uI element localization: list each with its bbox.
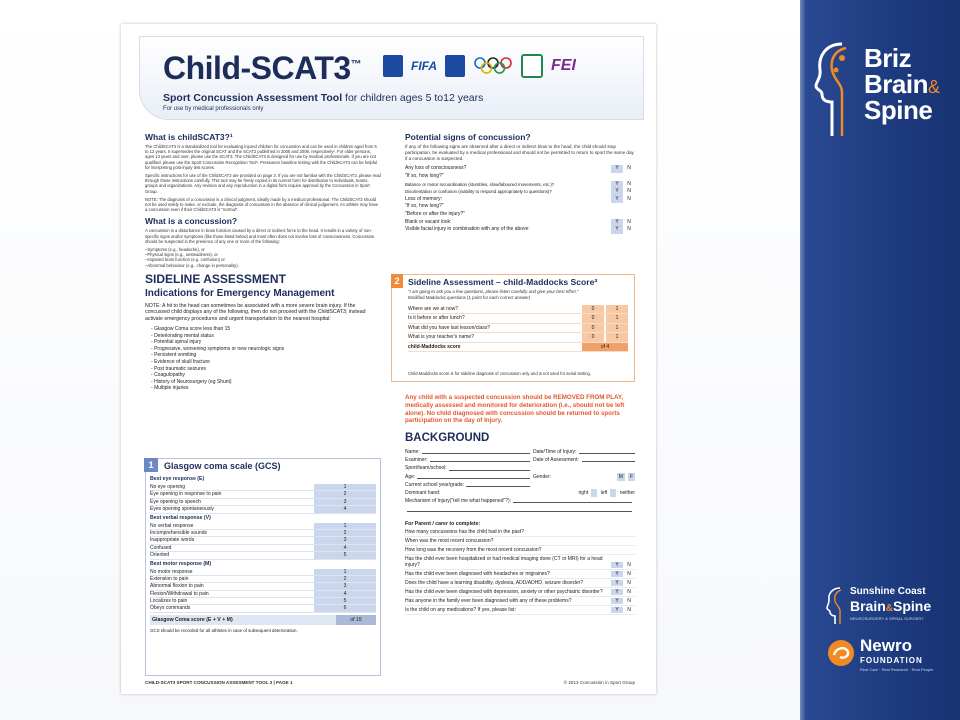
fei-logo: FEI (551, 57, 576, 74)
olympic-rings-icon (473, 55, 513, 77)
newro-tagline: Real Care · Real Research · Real People (860, 667, 934, 672)
what-heading: What is childSCAT3?¹ (145, 132, 233, 142)
gcs-footnote: GCS should be recorded for all athletes in case of subsequent deterioration. (150, 627, 298, 633)
sunshine-head-icon (826, 586, 846, 626)
for-use-note: For use by medical professionals only (163, 106, 264, 112)
gcs-row: Eye opening in response to pain 2 (150, 491, 376, 498)
sign-row: Balance or motor incoordination (stumbles, slow/laboured movements, etc.)? Y N (405, 180, 631, 187)
newro-word: Newro (860, 636, 912, 655)
gcs-section-number: 1 (144, 458, 158, 472)
history-question: Has the child ever been diagnosed with depression, anxiety or other psychiatric disorder? Y N (405, 588, 635, 597)
hand-right-box (591, 489, 596, 497)
gcs-row: Obeys commands 6 (150, 605, 376, 612)
sponsor-logo-ihf-icon (445, 55, 465, 77)
gcs-row: Oriented 5 (150, 552, 376, 559)
sign-row: Loss of memory: Y N (405, 195, 631, 202)
sunshine-tagline: NEUROSURGERY & SPINAL SURGERY (850, 616, 924, 621)
sunshine-line-2: Brain&Spine (850, 598, 932, 614)
removal-warning: Any child with a suspected concussion should be REMOVED FROM PLAY, medically assessed and monitored for deterioration (i.e., should not be left alone). No child diagnosed with concussion should be returned to sports participation on the day of Injury. (405, 394, 625, 425)
hand-left-box (610, 489, 615, 497)
examiner-field[interactable] (430, 456, 530, 462)
concussion-paragraph: A concussion is a disturbance in brain function caused by a direct or indirect force to the head. It results in a variety of non-specific signs and/or symptoms (like those listed below) and most often does not involve loss of consciousness. Concussion should be suspected in the presence of any one or more of the following: (145, 228, 375, 244)
newro-foundation-logo (822, 634, 954, 682)
gcs-row: Eye opening to speech 3 (150, 499, 376, 506)
concussion-item: –Symptoms (e.g., headache), or (145, 247, 205, 253)
maddocks-section (391, 274, 635, 382)
history-question: When was the most recent concussion? (405, 537, 635, 546)
form-row: Examiner: Date of Assessment: (405, 456, 635, 464)
what-paragraph-2: Specific instructions for use of the ChildSCAT3 are provided on page 3. If you are not familiar with the ChildSCAT3, please read through these instructions carefully. This tool may be freely copied in its current form for distribution to individuals, teams, groups and organizations. Any revision and any reproduction in a digital form require approval by the Concussion in Sport Group. (145, 173, 381, 194)
sideline-note: NOTE: A hit to the head can sometimes be associated with a more severe brain injury. If the concussed child displays any of the following, then do not proceed with the ChildSCAT3; instead activate emergency procedures and urgent transportation to the nearest hospital: (145, 302, 366, 322)
form-row: Dominant hand: right left neither (405, 489, 635, 496)
concussion-item: –Impaired brain function (e.g. confusion) or (145, 257, 225, 263)
school-year-field[interactable] (466, 481, 530, 487)
hand-left-option[interactable]: left (600, 489, 608, 496)
sign-row: Visible facial injury in combination with any of the above: Y N (405, 226, 631, 233)
history-question: Is the child on any medications? If yes, please list: Y N (405, 606, 635, 615)
emergency-list (145, 326, 381, 392)
briz-word-1: Briz (864, 43, 912, 73)
background-heading: BACKGROUND (405, 432, 490, 444)
document-page (121, 24, 656, 694)
assessment-date-field[interactable] (582, 456, 635, 462)
gcs-verbal-heading: Best verbal response (V) (150, 514, 211, 521)
sponsor-logos (383, 54, 576, 78)
concussion-text (145, 228, 381, 267)
gcs-row: Incomprehensible sounds 2 (150, 530, 376, 537)
what-paragraph-1: The ChildSCAT3 is a standardized tool for evaluating injured children for concussion and can be used in children aged from 5 to 12 years. It supersedes the original SCAT and the SCAT2 published in 2005 and 2009, respectively². For older persons, ages 13 years and over, please use the SCAT3. The ChildSCAT3 is designed for use by medical professionals. If you are not qualified, please use the Sport Concussion Recognition Tool¹. Preseason baseline testing with the ChildSCAT3 can be helpful for interpreting post-injury test scores. (145, 144, 378, 170)
sponsor-logo-irb-icon (521, 54, 543, 78)
age-field[interactable] (417, 473, 530, 479)
maddocks-row: What did you have last lesson/class? 0 1 (408, 324, 628, 333)
gcs-motor-heading: Best motor response (M) (150, 560, 212, 567)
sport-team-field[interactable] (449, 464, 530, 470)
gcs-eye-heading: Best eye response (E) (150, 476, 205, 482)
gcs-row: No verbal response 1 (150, 523, 376, 530)
sideline-heading: SIDELINE ASSESSMENT (145, 271, 286, 286)
maddocks-section-number: 2 (391, 274, 403, 288)
document-subtitle: Sport Concussion Assessment Tool for children ages 5 to12 years (163, 92, 484, 104)
form-row: Current school year/grade: (405, 481, 635, 489)
sign-row: Any loss of consciousness? Y N (405, 165, 631, 172)
footer-copyright: © 2013 Concussion in Sport Group (563, 680, 635, 685)
right-column (394, 132, 635, 613)
background-form (405, 448, 635, 615)
form-row: Name: Date/Time of Injury: (405, 448, 635, 456)
sign-row: Disorientation or confusion (inability to respond appropriately to questions)? Y N (405, 188, 631, 195)
maddocks-footnote: Child-Maddocks score is for sideline diagnosis of concussion only and is not used for serial testing. (408, 371, 591, 376)
maddocks-title: Sideline Assessment – child-Maddocks Score³ (408, 277, 598, 287)
maddocks-subtitle: Modified Maddocks questions (1 point for each correct answer) (408, 295, 531, 300)
document-header (121, 24, 656, 124)
name-field[interactable] (422, 448, 530, 454)
history-question: How long was the recovery from the most recent concussion? (405, 546, 635, 555)
maddocks-row: What is your teacher's name? 0 1 (408, 333, 628, 342)
sign-row: "Before or after the injury?" (405, 210, 465, 217)
gender-f-checkbox[interactable]: F (629, 473, 633, 480)
gcs-table (150, 475, 376, 633)
emergency-item: - Post traumatic seizures (151, 365, 207, 372)
fifa-logo: FIFA (411, 59, 437, 73)
potential-signs-heading: Potential signs of concussion? (405, 132, 531, 142)
gcs-row: Abnormal flexion to pain 3 (150, 583, 376, 590)
injury-datetime-field[interactable] (579, 448, 635, 454)
parent-heading: For Parent / carer to complete: (405, 520, 481, 527)
maddocks-table (408, 305, 628, 352)
gcs-title: Glasgow coma scale (GCS) (164, 461, 281, 471)
gcs-section (145, 458, 381, 676)
left-column (145, 132, 381, 633)
form-row: Mechanism of Injury("tell me what happened"?): (405, 497, 635, 505)
indications-heading: Indications for Emergency Management (145, 287, 335, 299)
form-row: Age: Gender: M F (405, 473, 633, 480)
document-title: Child-SCAT3™ (163, 50, 362, 86)
emergency-item: - Progressive, worsening symptoms or new neurologic signs (151, 345, 285, 352)
emergency-item: - Multiple injuries (151, 385, 189, 392)
foundation-word: FOUNDATION (860, 656, 923, 665)
potential-signs-table (405, 165, 635, 233)
form-row (405, 505, 635, 513)
sign-row: "If so, how long?" (405, 203, 444, 210)
emergency-item: - Deteriorating mental status (151, 332, 214, 339)
mechanism-field-extra[interactable] (407, 505, 632, 511)
gcs-total-row: Glasgow Coma score (E + V + M) of 15 (150, 615, 376, 625)
document-footer (145, 680, 635, 685)
concussion-item: –Abnormal behaviour (e.g., change in personality). (145, 262, 239, 268)
sunshine-line-1: Sunshine Coast (850, 586, 926, 597)
hand-right-option[interactable]: right (578, 489, 589, 496)
history-question: Does the child have a learning disability, dyslexia, ADD/ADHD, seizure disorder? Y N (405, 579, 635, 588)
sign-row: Blank or vacant look: Y N (405, 218, 631, 225)
sunshine-coast-logo (822, 584, 954, 632)
concussion-item: –Physical signs (e.g., unsteadiness), or (145, 252, 218, 258)
maddocks-row: Where are we at now? 0 1 (408, 305, 628, 314)
gcs-row: Confused 4 (150, 545, 376, 552)
emergency-item: - Potential spinal injury (151, 339, 202, 346)
gcs-row: Inappropriate words 3 (150, 537, 376, 544)
maddocks-row: Is it before or after lunch? 0 1 (408, 314, 628, 323)
history-question: Has the child ever been diagnosed with headaches or migraines? Y N (405, 570, 635, 579)
sign-row: "If so, how long?" (405, 172, 444, 179)
footer-left: CHILD-SCAT3 SPORT CONCUSSION ASSESMENT TOOL 3 | PAGE 1 (145, 680, 293, 685)
history-question: Has the child ever been hospitalized or had medical imaging done (CT or MRI) for a head injury? Y N (405, 555, 635, 570)
history-question: How many concussions has the child had in the past? (405, 528, 635, 537)
what-paragraph-3: NOTE: The diagnosis of a concussion is a clinical judgment, ideally made by a medical professional. The ChildSCAT3 should not be used solely to make, or exclude, the diagnosis of concussion in the absence of clinical judgement. An athlete may have a concussion even if their ChildSCAT3 is "normal". (145, 196, 379, 213)
potential-signs-intro: If any of the following signs are observed after a direct or indirect blow to the head, the child should stop participation, be evaluated by a medical professional and should not be permitted to return to sport the same day if a concussion is suspected. (405, 144, 634, 161)
sponsor-logo-ioc-icon (383, 55, 403, 77)
emergency-item: - Evidence of skull fracture (151, 359, 210, 366)
briz-brain-spine-logo (812, 40, 952, 140)
gcs-row: No motor response 1 (150, 569, 376, 576)
emergency-item: - Coagulopathy (151, 372, 185, 379)
history-question: Has anyone in the family ever been diagnosed with any of these problems? Y N (405, 597, 635, 606)
gender-m-checkbox[interactable]: M (618, 473, 623, 480)
gcs-row: Eyes opening spontaneously 4 (150, 506, 376, 513)
gcs-row: No eye opening 1 (150, 484, 376, 491)
mechanism-field[interactable] (513, 497, 632, 503)
hand-neither-option[interactable]: neither (619, 489, 635, 496)
what-text (145, 144, 381, 212)
maddocks-instruction: "I am going to ask you a few questions, please listen carefully and give your best effort." (408, 289, 579, 294)
briz-word-3: Spine (864, 95, 933, 125)
newro-swirl-icon (826, 638, 856, 668)
concussion-heading: What is a concussion? (145, 216, 238, 227)
gcs-row: Flexion/Withdrawal to pain 4 (150, 591, 376, 598)
gcs-row: Localizes to pain 5 (150, 598, 376, 605)
emergency-item: - Persistent vomiting (151, 352, 197, 359)
head-profile-icon (812, 40, 858, 140)
gcs-row: Extension to pain 2 (150, 576, 376, 583)
form-row: Sport/team/school: (405, 464, 635, 472)
maddocks-total-row: child-Maddocks score of 4 (408, 343, 628, 352)
emergency-item: - History of Neurosurgery (eg Shunt) (151, 378, 232, 385)
emergency-item: - Glasgow Coma score less than 15 (151, 326, 231, 333)
briz-word-2: Brain& (864, 69, 940, 99)
